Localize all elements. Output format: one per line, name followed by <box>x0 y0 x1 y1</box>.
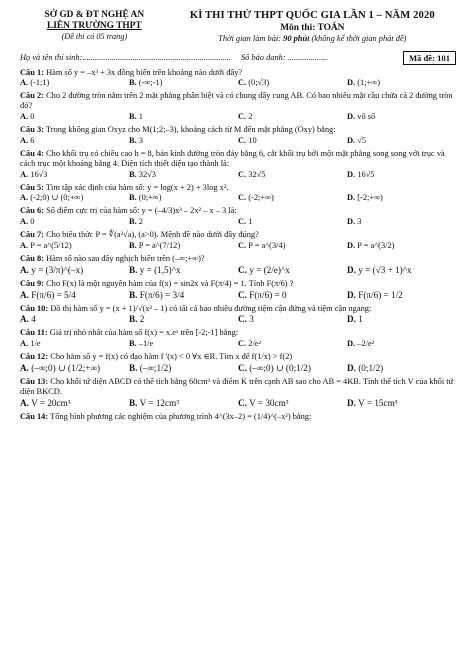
answer-option-b <box>129 363 238 374</box>
option-text: 3 <box>249 314 254 325</box>
answer-options <box>20 290 456 301</box>
option-text: 4 <box>31 314 36 325</box>
question-label: Câu 11: <box>20 328 48 338</box>
option-text: 0 <box>30 112 35 122</box>
option-text: [-2;+∞) <box>357 193 383 203</box>
question-label: Câu 1: <box>20 67 44 77</box>
option-letter: B. <box>129 78 137 88</box>
option-letter: C. <box>238 217 247 227</box>
answer-option-d <box>347 170 456 180</box>
answer-options <box>20 339 456 349</box>
option-letter: B. <box>129 363 138 374</box>
answer-options <box>20 398 456 409</box>
question-text: Tìm tập xác định của hàm số: y = log(x + 2) + 3log x². <box>45 182 229 192</box>
option-letter: D. <box>347 363 356 374</box>
answer-option-a <box>20 398 129 409</box>
school-block <box>20 10 169 44</box>
option-text: –1/e <box>138 339 154 349</box>
option-letter: D. <box>347 289 356 300</box>
question-text: Cho hàm số y = f(x) có đạo hàm f '(x) < 0 ∀x ∈R. Tìm x để f(1/x) > f(2) <box>50 352 293 362</box>
question-text-line <box>20 352 456 362</box>
answer-option-b <box>129 398 238 409</box>
option-letter: B. <box>129 135 137 145</box>
option-text: 3 <box>138 135 143 145</box>
question-label: Câu 2: <box>20 91 44 101</box>
option-letter: D. <box>347 135 356 145</box>
candidate-number-field: Số báo danh: ................... <box>240 52 328 62</box>
answer-option-a <box>20 78 129 88</box>
option-letter: A. <box>20 363 29 374</box>
option-letter: B. <box>129 217 137 227</box>
answer-options <box>20 193 456 203</box>
option-text: F(π/6) = 3/4 <box>139 289 185 300</box>
answer-option-b <box>129 314 238 325</box>
option-letter: A. <box>20 112 29 122</box>
option-letter: D. <box>347 112 356 122</box>
answer-option-b <box>129 217 238 227</box>
option-text: (-2;0) ∪ (0;+∞) <box>30 193 84 203</box>
option-text: V = 15cm³ <box>358 397 398 408</box>
option-text: F(π/6) = 5/4 <box>31 289 76 300</box>
question-text-line <box>20 91 456 111</box>
option-letter: C. <box>238 264 247 275</box>
question-label: Câu 6: <box>20 206 44 216</box>
option-text: 0 <box>30 217 35 227</box>
answer-option-b <box>129 170 238 180</box>
answer-options <box>20 136 456 146</box>
answer-option-b <box>129 241 238 251</box>
answer-options <box>20 78 456 88</box>
option-text: (–∞;0) ∪ (1/2;+∞) <box>31 363 101 374</box>
answer-option-c <box>238 339 347 349</box>
answer-option-c <box>238 112 347 122</box>
question-text-line <box>20 377 456 397</box>
answer-options <box>20 170 456 180</box>
option-letter: C. <box>238 193 247 203</box>
answer-option-b <box>129 265 238 276</box>
answer-option-d <box>347 112 456 122</box>
answer-option-b <box>129 112 238 122</box>
candidate-name-field: Họ và tên thí sinh:....................................................................... <box>20 52 231 62</box>
question-1 <box>20 68 456 89</box>
answer-option-a <box>20 112 129 122</box>
option-text: 10 <box>248 135 257 145</box>
option-letter: A. <box>20 397 29 408</box>
question-label: Câu 4: <box>20 148 44 158</box>
option-text: 2/e² <box>248 339 261 349</box>
option-letter: A. <box>20 339 29 349</box>
answer-option-c <box>238 241 347 251</box>
question-6 <box>20 206 456 227</box>
option-letter: C. <box>238 314 247 325</box>
question-label: Câu 8: <box>20 254 44 263</box>
option-letter: D. <box>347 339 356 349</box>
answer-option-b <box>129 78 238 88</box>
option-text: 32√5 <box>248 169 266 179</box>
answer-option-d <box>347 290 456 301</box>
question-8 <box>20 254 456 276</box>
option-letter: A. <box>20 193 29 203</box>
candidate-row <box>20 51 456 65</box>
answer-option-a <box>20 170 129 180</box>
option-text: 1 <box>138 112 143 122</box>
option-letter: A. <box>20 314 29 325</box>
answer-option-c <box>238 217 347 227</box>
option-text: V = 30cm³ <box>249 397 289 408</box>
option-text: F(π/6) = 0 <box>249 289 287 300</box>
option-text: y = (3/π)^(–x) <box>31 264 84 275</box>
option-letter: D. <box>347 217 356 227</box>
option-letter: B. <box>129 264 138 275</box>
question-13 <box>20 377 456 409</box>
answer-option-c <box>238 78 347 88</box>
option-text: y = (√3 + 1)^x <box>358 264 412 275</box>
answer-option-a <box>20 265 129 276</box>
option-text: V = 12cm³ <box>139 397 179 408</box>
option-text: 16√3 <box>30 169 48 179</box>
option-text: (–∞;1/2) <box>139 363 172 374</box>
option-text: –2/e² <box>357 339 375 349</box>
answer-option-a <box>20 363 129 374</box>
answer-option-a <box>20 339 129 349</box>
option-text: vô số <box>357 112 376 122</box>
answer-option-c <box>238 398 347 409</box>
question-text: Cho biểu thức P = ∜(a²√a), (a>0). Mệnh đề nào dưới đây đúng? <box>46 230 259 240</box>
answer-option-a <box>20 314 129 325</box>
exam-code: Mã đề: 101 <box>403 51 456 65</box>
answer-option-b <box>129 290 238 301</box>
question-text-line <box>20 230 456 240</box>
question-label: Câu 3: <box>20 125 44 135</box>
question-2 <box>20 91 456 122</box>
answer-option-c <box>238 193 347 203</box>
option-letter: C. <box>238 241 247 251</box>
question-text-line <box>20 279 456 289</box>
time-line <box>169 34 456 44</box>
question-label: Câu 12: <box>20 352 49 362</box>
question-11 <box>20 328 456 349</box>
page-count: (Đề thi có 05 trang) <box>61 32 128 42</box>
option-text: 6 <box>30 135 35 145</box>
question-text: Cho F(x) là một nguyên hàm của f(x) = sin2x và F(π/4) = 1. Tính F(π/6) ? <box>46 278 294 288</box>
exam-title: KÌ THI THỬ THPT QUỐC GIA LẦN 1 – NĂM 2020 <box>189 10 435 21</box>
option-text: 3 <box>357 217 362 227</box>
answer-option-d <box>347 398 456 409</box>
option-letter: C. <box>238 289 247 300</box>
answer-option-c <box>238 265 347 276</box>
option-text: P = a^(5/12) <box>30 241 72 251</box>
option-letter: A. <box>20 241 29 251</box>
answer-option-b <box>129 193 238 203</box>
option-text: (0;1/2) <box>358 363 384 374</box>
answer-option-b <box>129 339 238 349</box>
question-list <box>20 68 456 422</box>
question-label: Câu 14: <box>20 411 49 421</box>
question-text-line <box>20 254 456 264</box>
option-text: √5 <box>357 135 367 145</box>
question-text: Số điểm cực trị của hàm số: y = (–4/3)x³ – 2x² – x – 3 là: <box>46 206 237 216</box>
question-4 <box>20 149 456 180</box>
answer-option-d <box>347 363 456 374</box>
option-letter: B. <box>129 314 138 325</box>
time-suffix: (không kể thời gian phát đề) <box>311 33 407 43</box>
option-letter: B. <box>129 339 137 349</box>
answer-option-d <box>347 265 456 276</box>
answer-option-d <box>347 339 456 349</box>
question-text-line <box>20 149 456 169</box>
question-text: Tổng bình phương các nghiệm của phương trình 4^(3x–2) = (1/4)^(–x²) bằng: <box>50 411 312 421</box>
option-text: y = (2/e)^x <box>249 264 290 275</box>
answer-option-a <box>20 290 129 301</box>
question-7 <box>20 230 456 251</box>
option-letter: D. <box>347 314 356 325</box>
option-letter: C. <box>238 169 247 179</box>
question-10 <box>20 304 456 326</box>
question-text-line <box>20 412 456 422</box>
answer-option-d <box>347 217 456 227</box>
option-text: P = a^(3/2) <box>357 241 395 251</box>
option-text: y = (1,5)^x <box>139 264 181 275</box>
question-text: Trong không gian Oxyz cho M(1;2;–3), khoảng cách từ M đến mặt phẳng (Oxy) bằng: <box>45 125 336 135</box>
option-letter: A. <box>20 289 29 300</box>
question-text-line <box>20 206 456 216</box>
question-text: Cho khối tứ diện ABCD có thể tích bằng 60cm³ và điểm K trên cạnh AB sao cho AB = 4KB. Tính thể tích V của khối tứ diện BKCD. <box>20 376 454 396</box>
question-text: Hàm số y = –x³ + 3x đồng biến trên khoảng nào dưới đây? <box>46 67 243 77</box>
answer-option-c <box>238 314 347 325</box>
option-text: 2 <box>138 217 143 227</box>
option-text: (–∞;0) ∪ (0;1/2) <box>249 363 311 374</box>
option-letter: A. <box>20 135 29 145</box>
option-letter: C. <box>238 397 247 408</box>
option-letter: B. <box>129 169 137 179</box>
question-label: Câu 9: <box>20 278 44 288</box>
exam-header <box>20 10 456 44</box>
answer-option-c <box>238 290 347 301</box>
question-text: Hàm số nào sau đây nghịch biến trên (–∞;+∞)? <box>46 254 205 263</box>
option-letter: B. <box>129 112 137 122</box>
option-text: (-2;+∞) <box>248 193 274 203</box>
answer-option-a <box>20 217 129 227</box>
exam-title-block <box>169 10 456 44</box>
option-letter: A. <box>20 264 29 275</box>
question-label: Câu 7: <box>20 230 44 240</box>
answer-options <box>20 363 456 374</box>
option-letter: B. <box>129 241 137 251</box>
option-letter: A. <box>20 78 29 88</box>
option-text: 32√3 <box>138 169 156 179</box>
question-text: Cho 2 đường tròn nằm trên 2 mặt phẳng phân biệt và có chung dây cung AB. Có bao nhiêu mặt cầu chứa cả 2 đường tròn đó? <box>20 91 453 111</box>
answer-option-d <box>347 136 456 146</box>
question-text-line <box>20 183 456 193</box>
question-text: Đồ thị hàm số y = (x + 1)/√(x² – 1) có tất cả bao nhiêu đường tiệm cận đứng và tiệm cận ngang: <box>50 303 372 313</box>
option-text: 1 <box>358 314 363 325</box>
option-letter: C. <box>238 339 247 349</box>
question-text: Cho khối trụ có chiều cao h = 8, bán kính đường tròn đáy bằng 6, cắt khối trụ bởi một mặt phẳng song song với trục và cách trục một khoảng bằng 4. Diện tích thiết diện tạo thành là: <box>20 148 445 168</box>
option-text: 16√5 <box>357 169 375 179</box>
option-letter: C. <box>238 78 247 88</box>
answer-option-c <box>238 170 347 180</box>
answer-options <box>20 314 456 325</box>
exam-page <box>20 10 456 421</box>
answer-option-c <box>238 136 347 146</box>
option-text: P = a^(3/4) <box>248 241 286 251</box>
option-letter: A. <box>20 217 29 227</box>
option-letter: B. <box>129 193 137 203</box>
option-text: (0;+∞) <box>138 193 162 203</box>
question-label: Câu 10: <box>20 303 49 313</box>
option-letter: D. <box>347 241 356 251</box>
answer-option-a <box>20 193 129 203</box>
department-name: SỞ GD & ĐT NGHỆ AN <box>44 10 145 20</box>
answer-option-d <box>347 193 456 203</box>
answer-option-b <box>129 136 238 146</box>
answer-option-a <box>20 136 129 146</box>
answer-options <box>20 217 456 227</box>
question-12 <box>20 352 456 374</box>
option-letter: D. <box>347 193 356 203</box>
option-text: (1;+∞) <box>357 78 381 88</box>
school-name: LIÊN TRƯỜNG THPT <box>47 21 142 32</box>
question-text-line <box>20 68 456 78</box>
option-letter: C. <box>238 135 247 145</box>
answer-options <box>20 265 456 276</box>
option-letter: C. <box>238 363 247 374</box>
option-text: (-∞;-1) <box>138 78 163 88</box>
option-letter: B. <box>129 397 138 408</box>
question-9 <box>20 279 456 301</box>
question-text-line <box>20 304 456 314</box>
option-letter: D. <box>347 78 356 88</box>
option-text: V = 20cm³ <box>31 397 71 408</box>
option-letter: D. <box>347 264 356 275</box>
question-text-line <box>20 125 456 135</box>
question-label: Câu 5: <box>20 182 44 192</box>
option-letter: C. <box>238 112 247 122</box>
answer-options <box>20 112 456 122</box>
option-text: (0;√3) <box>248 78 270 88</box>
option-letter: A. <box>20 169 29 179</box>
answer-option-d <box>347 314 456 325</box>
question-text-line <box>20 328 456 338</box>
question-5 <box>20 183 456 204</box>
option-letter: D. <box>347 169 356 179</box>
subject: Môn thi: TOÁN <box>280 22 345 33</box>
time-prefix: Thời gian làm bài: <box>218 33 282 43</box>
question-text: Giá trị nhỏ nhất của hàm số f(x) = x.eˣ trên [-2;-1] bằng: <box>49 328 239 338</box>
answer-option-d <box>347 241 456 251</box>
answer-options <box>20 241 456 251</box>
option-text: 1/e <box>30 339 41 349</box>
option-text: (-1;1) <box>30 78 50 88</box>
option-text: 2 <box>139 314 145 325</box>
option-text: F(π/6) = 1/2 <box>358 289 403 300</box>
option-text: 2 <box>248 112 253 122</box>
question-14 <box>20 412 456 422</box>
option-text: P = a^(7/12) <box>138 241 181 251</box>
answer-option-d <box>347 78 456 88</box>
question-label: Câu 13: <box>20 376 49 386</box>
time-value: 90 phút <box>283 33 310 43</box>
option-text: 1 <box>248 217 253 227</box>
answer-option-c <box>238 363 347 374</box>
question-3 <box>20 125 456 146</box>
option-letter: B. <box>129 289 138 300</box>
option-letter: D. <box>347 397 356 408</box>
answer-option-a <box>20 241 129 251</box>
